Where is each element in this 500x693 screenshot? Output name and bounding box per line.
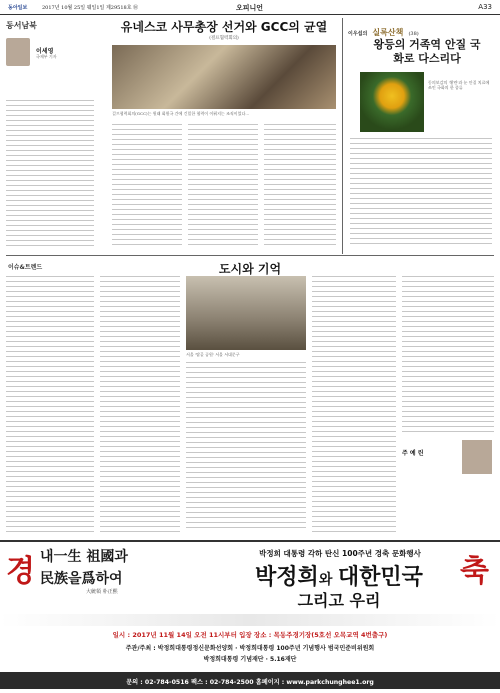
ad-signature: 大統領 朴正熙 [86, 589, 118, 595]
column3-body-2 [100, 276, 180, 532]
page-number: A33 [478, 3, 492, 11]
column2-number: (38) [408, 31, 419, 37]
section-name: 오피니언 [236, 4, 264, 12]
page-header [0, 0, 500, 15]
chrysanthemum-photo [360, 72, 424, 132]
ad-calligraphy-bottom: 民族을爲하여 [40, 571, 123, 587]
column-badge: 동서남북 [6, 21, 37, 30]
ad-date-line: 일시 : 2017년 11월 14일 오전 11시부터 입장 장소 : 목동주경기장(5호선 오목교역 4번출구) [112, 631, 388, 639]
column2-badge: 이우섭의 [348, 31, 368, 37]
ad-main-title [214, 560, 464, 591]
ad-host-line: 주관/주최 : 박정희대통령정신문화선양회 · 박정희대통령 100주년 기념행사 범국민준비위원회 [125, 645, 375, 652]
section-divider [6, 255, 494, 256]
column3-author-photo [462, 440, 492, 474]
author-title: 국제부 기자 [36, 54, 57, 59]
column1-subtitle: (걸프협력회의) [209, 36, 239, 41]
column1-title: 유네스코 사무총장 선거와 GCC의 균열 [120, 20, 328, 34]
ad-title-part4: 그리고 우리 [297, 591, 381, 610]
column1-body-left [6, 100, 94, 248]
column3-body-4 [312, 276, 396, 532]
ad-contact: 문의 : 02-784-0516 팩스 : 02-784-2500 홈페이지 : www.parkchunghee1.org [126, 679, 374, 686]
column-divider [342, 18, 343, 254]
ad-contact-bar [0, 672, 500, 689]
column2-photo-caption: 동의보감의 '황련'과 눈 안질 치료에 쓰인 국화의 한 종류 [428, 80, 490, 90]
ad-title-part2: 와 [318, 572, 333, 588]
park-photo [186, 276, 306, 350]
column2-badge-area [348, 20, 493, 37]
column1-body-3 [188, 124, 258, 248]
summit-photo [112, 45, 336, 109]
park-photo-caption: 서울 '탑골 공원' 서울 서대문구 [186, 352, 240, 357]
column2-title: 왕등의 거족역 안질 국화로 다스리다 [373, 38, 481, 65]
anniversary-advertisement [0, 540, 500, 693]
issue-date: 2017년 10월 25일 웨일1일 제29518호 ⑩ [42, 5, 139, 11]
column1-body-4 [264, 124, 336, 248]
column3-body-5 [402, 276, 494, 436]
column2-badge-name: 실록산책 [372, 28, 404, 37]
column3-author-name: 주 예 린 [402, 450, 424, 457]
column2-body [350, 138, 492, 248]
column3-body-3 [186, 362, 306, 532]
ad-big-char-right: 축 [460, 554, 489, 589]
column3-badge: 이슈&트렌드 [8, 264, 43, 271]
column-badge-area [6, 20, 96, 100]
author-name: 이세영 [36, 48, 54, 55]
column1-body-2 [112, 124, 182, 248]
ad-host-line-2: 박정희대통령 기념재단 · 5.16재단 [203, 656, 297, 663]
ad-title-part3: 대한민국 [337, 565, 423, 590]
ad-big-char-left: 경 [6, 554, 35, 589]
ad-subtitle: 박정희 대통령 각하 탄신 100주년 경축 문화행사 [259, 549, 421, 558]
column3-body-1 [6, 276, 94, 532]
ad-divider [0, 614, 500, 626]
ad-title-part1: 박정희 [255, 565, 319, 590]
column3-title: 도시와 기억 [218, 262, 282, 276]
photo-caption: 걸프협력회의(GCC)는 원래 회원국 간에 긴밀한 협력이 이뤄지는 조직이었다... [112, 111, 250, 116]
ad-calligraphy-top: 내一生 祖國과 [40, 549, 128, 565]
newspaper-name: 동아일보 [8, 5, 28, 11]
author-photo [6, 38, 30, 66]
